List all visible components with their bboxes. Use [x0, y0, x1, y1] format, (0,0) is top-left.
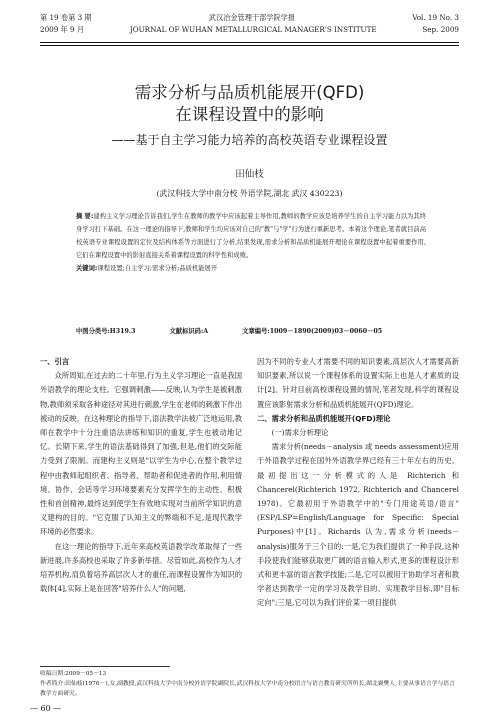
title-line-2: 在课程设置中的影响 — [175, 105, 324, 124]
footnote-rule — [40, 666, 170, 667]
body-column-right — [257, 355, 459, 611]
paper-title — [0, 82, 499, 126]
section-heading: (一)需求分析理论 — [271, 428, 329, 438]
paragraph: 因为不同的专业人才需要不同的知识要素,高层次人才需要高新知识要素,所以说一个课程体系的设置实际上也是人才素质的设计[2]。针对目前高校课程设置的情况,笔者发现,科学的课程设置应该影射需求分析和品质机能展开(QFD)理论。 — [257, 357, 459, 409]
volume-en: Vol. 19 No. 3 — [412, 13, 459, 22]
article-number: 文章编号:1009－1890(2009)03－0060－05 — [242, 328, 383, 335]
classification-line — [76, 326, 426, 335]
paragraph: 众所周知,在过去的二十年里,行为主义学习理论一直是我国外语教学的理论支柱。它强调刺激——反映,认为学生是被刺激物,教师须采取各种途径对其进行刺激,学生在老师的刺激下作出被动的反映。在这种理论的指导下,语法教学法被广泛地运用,教师在教学中十分注重语法讲练和知识的重复,学生也被动地记忆。长期下来,学生的语法基础得到了加强,但是,他们的交际能力受到了限制。而建构主义则是"以学生为中心,在整个教学过程中由教师起组织者、指导者、帮助者和促进者的作用,利用情境、协作、会话等学习环境要素充分发挥学生的主动性、积极性和首创精神,最终达到使学生有效地实现对当前所学知识的意义建构的目的。"它克服了认知主义的弊端和不足,是现代教学环境的必然要求。 — [40, 371, 242, 537]
title-line-1: 需求分析与品质机能展开(QFD) — [134, 83, 365, 102]
journal-cn: 武汉冶金管理干部学院学报 — [208, 13, 296, 22]
section-heading: 二、需求分析和品质机能展开(QFD)理论 — [257, 413, 391, 423]
author-name: 田仙枝 — [235, 169, 264, 180]
running-header — [40, 12, 459, 42]
received-date: 收稿日期:2009－05－13 — [40, 671, 107, 677]
header-rule-thin — [40, 45, 459, 46]
author-bio: 作者简介:田仙枝(1976－),女,副教授,武汉科技大学中南分校外语学院副院长,武汉科技大学中南分校语言与语言教育研究所所长,湖北襄樊人,主要从事语言学与语言教学方面研究。 — [40, 681, 455, 697]
issue-cn: 第 19 卷第 3 期 — [40, 13, 92, 22]
keywords-label: 关键词: — [76, 265, 98, 272]
paper-subtitle: ——基于自主学习能力培养的高校英语专业课程设置 — [111, 133, 388, 147]
date-en: Sep. 2009 — [422, 25, 459, 34]
journal-en: JOURNAL OF WUHAN METALLURGICAL MANAGER'S INSTITUTE — [129, 25, 377, 34]
paragraph: 在这一理论的指导下,近年来高校英语教学改革取得了一些新进展,许多高校也采取了许多新举措。尽管如此,高校作为人才培养机构,肩负着培养高层次人才的重任,而课程设置作为知识的载体[4],实际上是在回答"培养什么人"的问题, — [40, 541, 242, 594]
abstract-block — [76, 210, 426, 275]
abstract-text: 建构主义学习理论告诉我们,学生在教师的教学中应该起着主导作用,教师的教学应该是培养学生的自主学习能力以为其终身学习打下基础。在这一理论的指导下,教师和学生均应该对自己的"教"与"学"行为进行重新思考。本着这个理论,笔者就目前高校英语专业课程设置的定位及结构体系等方面进行了分析,结果发现,需求分析和品质机能展开理论在课程设置中起着重要作用,它们在课程设置中的影射直接关系着课程设置的科学性和成败。 — [76, 213, 426, 259]
document-code: 文献标识码:A — [169, 328, 209, 335]
clc-number: 中图分类号:H319.3 — [76, 328, 136, 335]
section-heading: 一、引言 — [40, 357, 70, 366]
page-number: — 60 — — [30, 704, 62, 713]
paragraph: 需求分析(needs－analysis 或 needs assessment)应用于外语教学过程在国外外语教学界已经有三十年左右的历史。最初提出这一分析模式的人是 Richterich 和 Chancerel(Richterich 1972, Richterich and Chancerel 1978)。它最初用于外语教学中的"专门用途英语/语言"(ESP/LSP=English/Language for Specific: Special Purposes)中[1]。Richards 认为,需求分析(needs－analysis)服务于三个目的:一是,它为我们提供了一种手段,这种手段使我们能够获取更广阔的语言输入形式,更多的课程设计形式和更丰富的语言教学技能;二是,它可以被用于协助学习者和教学者达到教学一定的学习及教学目的、实现教学目标,即"目标定向";三是,它可以为我们评价某一项目提供 — [257, 442, 459, 608]
footnotes — [40, 666, 460, 699]
author-affiliation: (武汉科技大学中南分校 外语学院,湖北 武汉 430223) — [156, 189, 343, 198]
header-rule — [40, 42, 459, 43]
body-column-left — [40, 355, 242, 596]
keywords-text: 课程设置;自主学习;需求分析;品质机能展开 — [97, 265, 218, 272]
abstract-label: 摘 要: — [76, 213, 94, 220]
date-cn: 2009 年 9 月 — [40, 25, 85, 34]
